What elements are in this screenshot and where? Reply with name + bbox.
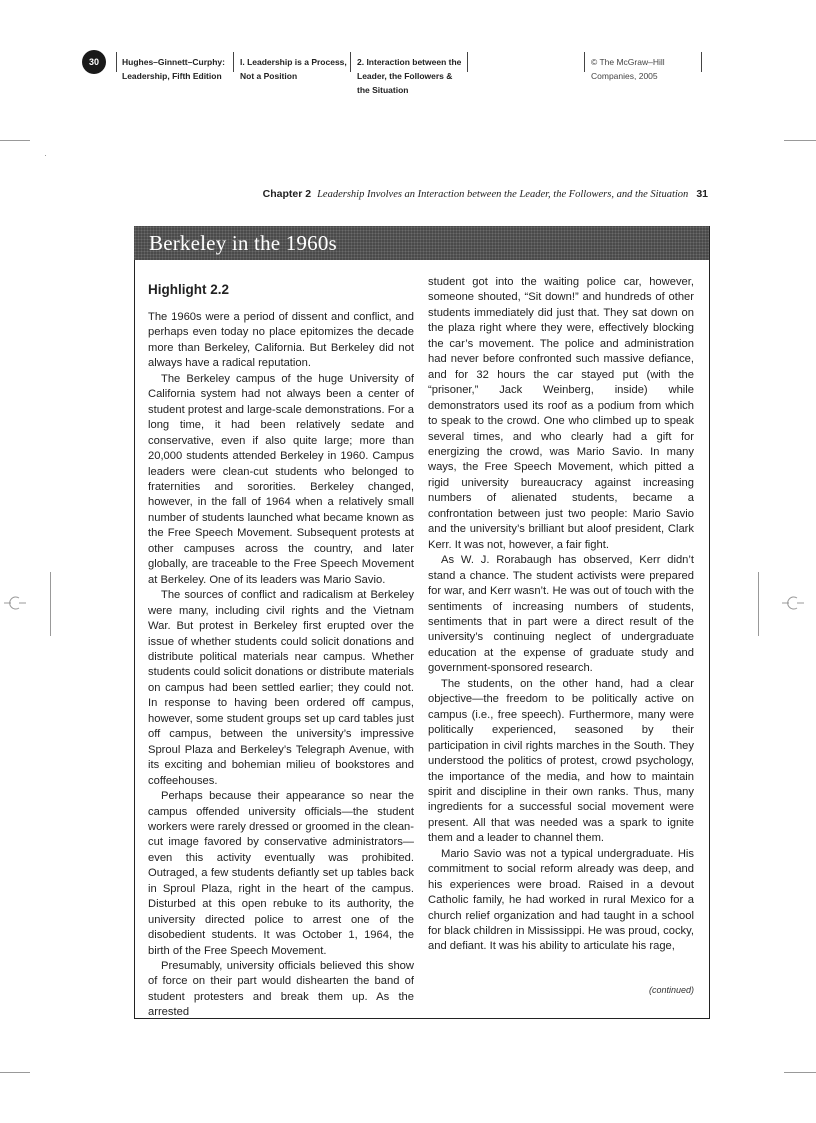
crop-mark (784, 1072, 816, 1073)
paragraph: Presumably, university officials believed this show of force on their part would dishearten the band of student protesters and break them up. As the arrested (148, 960, 414, 1019)
page-number-badge: 30 (82, 50, 106, 74)
paragraph: The Berkeley campus of the huge University of California system had not always been a center of student protest and large-scale demonstrations. For a long time, it had been relatively sedate and conservative, even if also quite large; more than 20,000 students attended Berkeley in 1960. Campus leaders were clean-cut students who belonged to fraternities and sororities. Berkeley changed, however, in the fall of 1964 when a relatively small number of students launched what became known as the Free Speech Movement. Subsequent protests at other campuses across the country, and later globally, are traceable to the Free Speech Movement at Berkeley. One of its leaders was Mario Savio. (148, 372, 414, 586)
paragraph: The 1960s were a period of dissent and conflict, and perhaps even today no place epitomizes the decade more than Berkeley, California. But Berkeley did not always have a radical reputation. (148, 311, 414, 370)
page-number: 31 (696, 188, 708, 200)
paragraph: The sources of conflict and radicalism at Berkeley were many, including civil rights and the Vietnam War. But protest in Berkeley first erupted over the issue of whether students could solicit donations and distribute political materials near campus. Whether students could solicit donations or distribute materials on campus had been settled earlier; they could not. In response to having been ordered off campus, however, some student groups set up card tables just off campus, between the university’s impressive Sproul Plaza and Berkeley’s Telegraph Avenue, with its exciting and bohemian milieu of bookstores and coffeehouses. (148, 589, 414, 787)
paragraph: The students, on the other hand, had a clear objective—the freedom to be politically active on campus (i.e., free speech). Furthermore, many were politically experienced, seasoned by their participation in civil rights marches in the South. They understood the politics of protest, crowd psychology, the importance of the media, and how to maintain spirit and discipline in their own ranks. Thus, many ingredients for a successful social movement were present. All that was needed was a spark to ignite them and a leader to channel them. (428, 677, 694, 845)
text-column-left (148, 281, 414, 1021)
header-copyright: © The McGraw–Hill Companies, 2005 (591, 57, 665, 81)
header-book-info: Hughes–Ginnett–Curphy: Leadership, Fifth Edition (122, 57, 225, 81)
header-divider (116, 52, 117, 72)
registration-mark-icon (4, 592, 26, 614)
crop-mark (758, 572, 759, 636)
crop-mark (784, 140, 816, 141)
paragraph: Mario Savio was not a typical undergraduate. His commitment to social reform already was deep, and his experiences were broad. Raised in a devout Catholic family, he had worked in rural Mexico for a church relief organization and had taught in a school for black children in Mississippi. He was proud, cocky, and defiant. It was his ability to articulate his rage, (428, 847, 694, 953)
header-chapter-info: 2. Interaction between the Leader, the Followers & the Situation (357, 57, 462, 95)
highlight-banner-title: Berkeley in the 1960s (149, 231, 337, 255)
header-divider (233, 52, 234, 72)
header-divider (350, 52, 351, 72)
continued-note: (continued) (648, 985, 694, 995)
paragraph: As W. J. Rorabaugh has observed, Kerr didn’t stand a chance. The student activists were prepared for war, and Kerr wasn’t. He was out of touch with the sentiments of increasing numbers of students, sentiments that in part were a direct result of the university’s continuing neglect of undergraduate education at the expense of graduate study and government-sponsored research. (428, 554, 694, 675)
header-divider (701, 52, 702, 72)
crop-mark (0, 140, 30, 141)
crop-mark (45, 155, 46, 156)
highlight-heading: Highlight 2.2 (148, 282, 229, 297)
running-head-title: Leadership Involves an Interaction between the Leader, the Followers, and the Situation (317, 189, 689, 200)
header-divider (584, 52, 585, 72)
paragraph: student got into the waiting police car, however, someone shouted, “Sit down!” and hundreds of other students immediately did just that. They sat down on the plaza right where they were, effectively blocking the car’s movement. The police and administration had never before confronted such massive defiance, and for 32 hours the car stayed put (with the “prisoner,” Jack Weinberg, inside) while demonstrators used its roof as a podium from which to speak to the crowd. One who climbed up to speak several times, and who clearly had a gift for energizing the crowd, was Mario Savio. In many ways, the Free Speech Movement, which pitted a rigid university bureaucracy against increasing numbers of alienated students, became a confrontation between just two people: Mario Savio and the university’s brilliant but aloof president, Clark Kerr. It was not, however, a fair fight. (428, 276, 694, 551)
registration-mark-icon (782, 592, 804, 614)
running-head-chapter: Chapter 2 (262, 188, 312, 200)
text-column-right (428, 275, 694, 955)
paragraph: Perhaps because their appearance so near the campus offended university officials—the student workers were rarely dressed or groomed in the clean-cut image favored by conservative administrators—even this activity eventually was prohibited. Outraged, a few students defiantly set up tables back in Sproul Plaza, right in the heart of the campus. Disturbed at this open rebuke to its authority, the university directed police to arrest one of the disobedient students. It was October 1, 1964, the birth of the Free Speech Movement. (148, 790, 414, 957)
header-part-info: I. Leadership is a Process, Not a Position (240, 57, 347, 81)
crop-mark (0, 1072, 30, 1073)
header-divider (467, 52, 468, 72)
crop-mark (50, 572, 51, 636)
running-head (0, 188, 708, 200)
